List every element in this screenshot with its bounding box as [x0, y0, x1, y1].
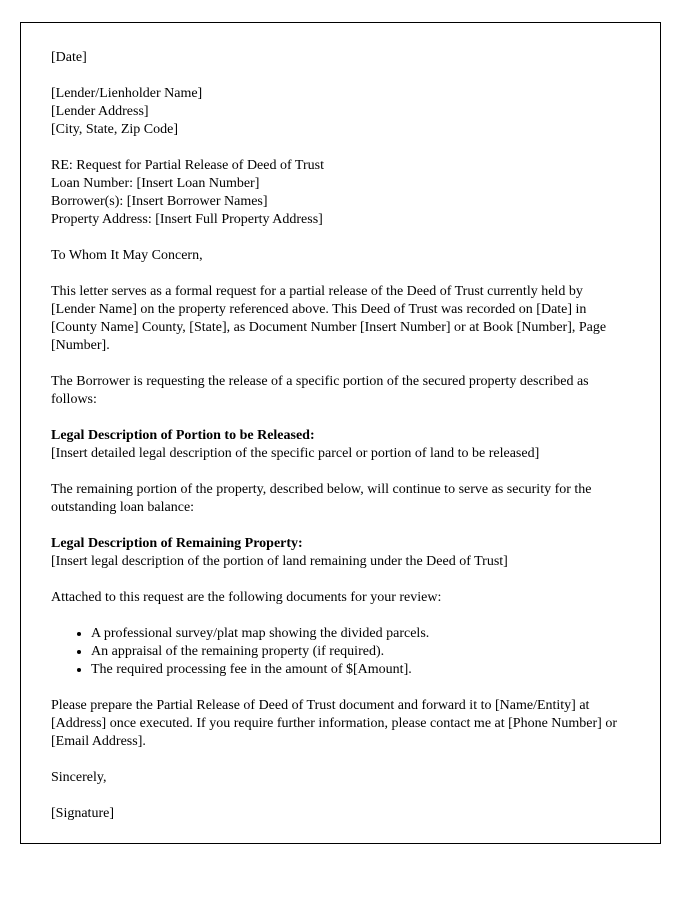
subject-loan-number: Loan Number: [Insert Loan Number]	[51, 176, 260, 191]
attachments-list	[51, 625, 630, 679]
heading-remaining-property: Legal Description of Remaining Property:	[51, 536, 303, 551]
attachment-item-appraisal: • An appraisal of the remaining property (if required).	[91, 643, 630, 661]
subject-block	[51, 157, 630, 229]
paragraph-closing-request: Please prepare the Partial Release of Deed of Trust document and forward it to [Name/Entity] at [Address] once executed. If you require further information, please contact me at [Phone Number] or [Email Address].	[51, 698, 618, 749]
recipient-city-state-zip: [City, State, Zip Code]	[51, 122, 179, 137]
paragraph-request: This letter serves as a formal request for a partial release of the Deed of Trust currently held by [Lender Name] on the property referenced above. This Deed of Trust was recorded on [Date] in [County Name] County, [State], as Document Number [Insert Number] or at Book [Number], Page [Number].	[51, 284, 607, 353]
released-description-block	[51, 427, 630, 463]
recipient-address: [Lender Address]	[51, 104, 149, 119]
subject-property-address: Property Address: [Insert Full Property Address]	[51, 212, 323, 227]
attachment-item-survey: • A professional survey/plat map showing the divided parcels.	[91, 625, 630, 643]
recipient-block	[51, 85, 630, 139]
letter-content	[21, 23, 660, 823]
paragraph-attachments-intro: Attached to this request are the following documents for your review:	[51, 590, 442, 605]
date-line: [Date]	[51, 50, 87, 65]
attachment-item-fee: • The required processing fee in the amount of $[Amount].	[91, 661, 630, 679]
description-remaining-property: [Insert legal description of the portion of land remaining under the Deed of Trust]	[51, 554, 508, 569]
letter-page	[20, 22, 661, 844]
recipient-name: [Lender/Lienholder Name]	[51, 86, 203, 101]
heading-portion-released: Legal Description of Portion to be Released:	[51, 428, 315, 443]
paragraph-release-intro: The Borrower is requesting the release of a specific portion of the secured property described as follows:	[51, 374, 589, 407]
closing: Sincerely,	[51, 770, 107, 785]
signature-placeholder: [Signature]	[51, 806, 114, 821]
subject-re-line: RE: Request for Partial Release of Deed of Trust	[51, 158, 324, 173]
paragraph-remaining-intro: The remaining portion of the property, described below, will continue to serve as security for the outstanding loan balance:	[51, 482, 592, 515]
description-portion-released: [Insert detailed legal description of the specific parcel or portion of land to be released]	[51, 446, 540, 461]
remaining-description-block	[51, 535, 630, 571]
salutation: To Whom It May Concern,	[51, 248, 203, 263]
subject-borrowers: Borrower(s): [Insert Borrower Names]	[51, 194, 268, 209]
